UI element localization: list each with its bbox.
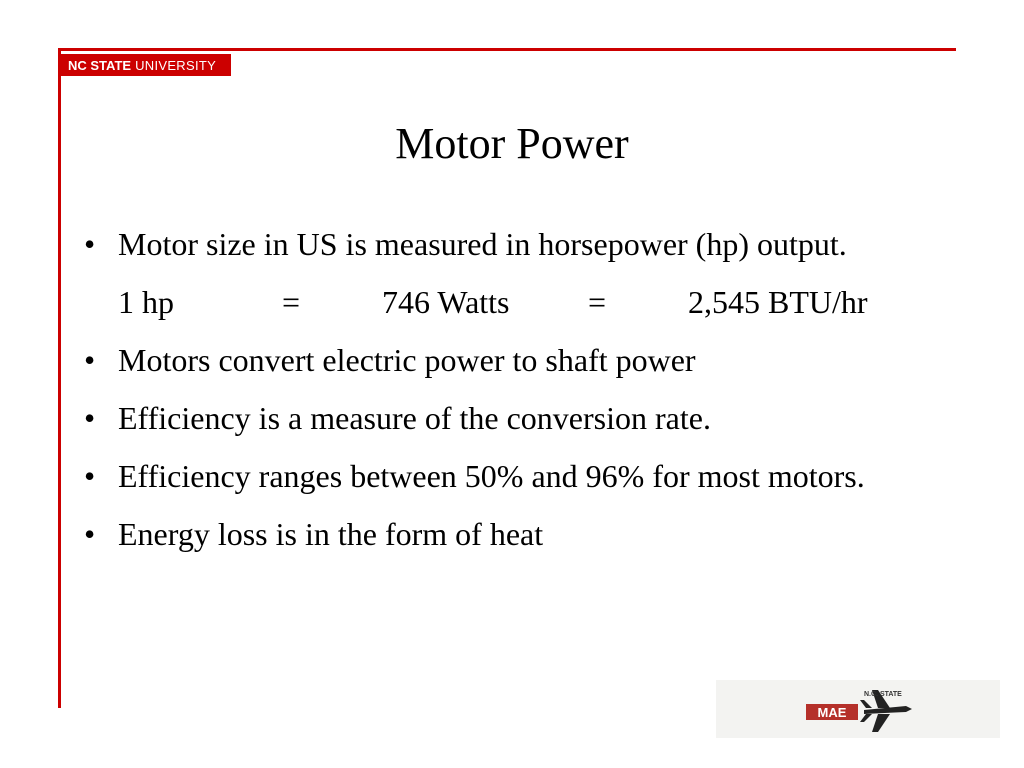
equals-sign: =: [588, 284, 607, 320]
bullet-item: [84, 394, 934, 442]
watts-value: 746 Watts: [382, 284, 510, 320]
bullet-item: [84, 452, 934, 500]
hp-conversion-row: [118, 278, 934, 326]
bullet-text: Motors convert electric power to shaft power: [118, 342, 696, 378]
ncsu-logo: [61, 54, 231, 76]
slide-body: [84, 220, 934, 568]
bullet-dot: •: [84, 400, 96, 436]
slide-title: Motor Power: [395, 119, 629, 168]
btu-value: 2,545 BTU/hr: [688, 284, 868, 320]
bullet-text: Efficiency is a measure of the conversion rate.: [118, 400, 711, 436]
bullet-text: Energy loss is in the form of heat: [118, 516, 544, 552]
bullet-dot: •: [84, 516, 96, 552]
top-red-rule: [58, 48, 956, 51]
equals-sign: =: [282, 284, 301, 320]
bullet-item: [84, 336, 934, 384]
logo-bold-text: NC STATE: [68, 57, 132, 73]
bullet-item: [84, 220, 934, 268]
bullet-dot: •: [84, 342, 96, 378]
bullet-dot: •: [84, 226, 96, 262]
bullet-text: Motor size in US is measured in horsepower (hp) output.: [118, 226, 847, 262]
mae-wordmark: MAE: [817, 705, 847, 720]
mae-jet-logo: [804, 684, 914, 736]
mae-caption: N.C. STATE: [864, 691, 902, 698]
bullet-text: Efficiency ranges between 50% and 96% for most motors.: [118, 458, 865, 494]
logo-light-text: UNIVERSITY: [135, 57, 217, 73]
hp-value: 1 hp: [118, 284, 174, 320]
mae-logo-area: [716, 680, 1000, 738]
bullet-item: [84, 510, 934, 558]
bullet-dot: •: [84, 458, 96, 494]
